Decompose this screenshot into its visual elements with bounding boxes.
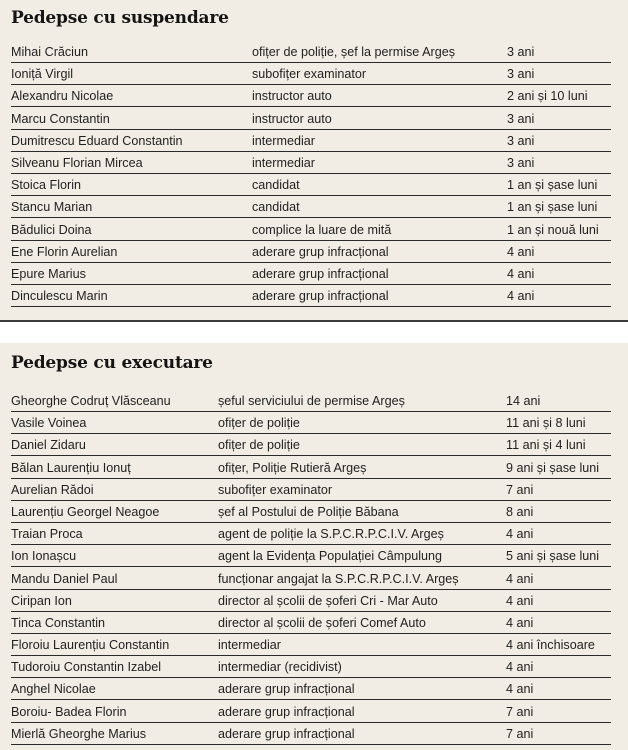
executed-sentences-table <box>11 391 611 746</box>
person-role: aderare grup infracțional <box>218 704 355 719</box>
table-row <box>11 42 611 63</box>
person-name: Mandu Daniel Paul <box>11 571 118 586</box>
suspended-sentences-panel <box>0 0 628 320</box>
sentence-duration: 14 ani <box>506 394 541 408</box>
person-role: intermediar <box>252 133 315 148</box>
person-name: Ion Ionașcu <box>11 549 77 564</box>
section-divider <box>0 320 628 343</box>
person-role: director al școlii de șoferi Cri - Mar Auto <box>218 593 438 608</box>
person-role: intermediar <box>218 638 281 653</box>
person-role: ofițer de poliție <box>218 438 300 453</box>
sentence-duration: 4 ani închisoare <box>506 638 595 653</box>
person-role: instructor auto <box>252 111 332 126</box>
sentence-duration: 7 ani <box>506 704 534 719</box>
table-row <box>11 109 611 130</box>
table-row <box>11 635 611 656</box>
sentence-duration: 2 ani și 10 luni <box>507 89 588 104</box>
person-role: agent de poliție la S.P.C.R.P.C.I.V. Argeș <box>218 527 444 542</box>
sentence-duration: 1 an și șase luni <box>507 178 598 193</box>
table-row <box>11 242 611 263</box>
person-role: aderare grup infracțional <box>218 726 355 741</box>
table-row <box>11 613 611 634</box>
table-row <box>11 502 611 523</box>
sentence-duration: 4 ani <box>506 527 534 542</box>
table-row <box>11 175 611 196</box>
person-name: Traian Proca <box>11 527 83 542</box>
person-name: Ene Florin Aurelian <box>11 244 118 259</box>
person-role: ofițer de poliție <box>218 416 300 431</box>
table-row <box>11 391 611 412</box>
person-name: Bădulici Doina <box>11 222 92 237</box>
person-name: Epure Marius <box>11 266 86 281</box>
sentence-duration: 3 ani <box>507 133 535 148</box>
person-name: Gheorghe Codruț Vlăsceanu <box>11 394 171 408</box>
person-role: aderare grup infracțional <box>218 682 355 697</box>
person-name: Floroiu Laurențiu Constantin <box>11 638 170 653</box>
person-name: Stancu Marian <box>11 200 93 215</box>
person-role: agent la Evidența Populației Câmpulung <box>218 549 443 564</box>
person-name: Mierlă Gheorghe Marius <box>11 726 147 741</box>
sentence-duration: 4 ani <box>506 682 534 697</box>
person-role: intermediar (recidivist) <box>218 660 342 675</box>
sentence-duration: 11 ani și 4 luni <box>506 438 586 453</box>
suspended-sentences-table <box>11 42 611 308</box>
person-name: Tinca Constantin <box>11 615 106 630</box>
person-role: ofițer, Poliție Rutieră Argeș <box>218 460 367 475</box>
sentence-duration: 4 ani <box>507 289 535 304</box>
table-row <box>11 458 611 479</box>
person-name: Ioniță Virgil <box>11 67 74 82</box>
sentence-duration: 4 ani <box>507 266 535 281</box>
table-row <box>11 286 611 307</box>
sentence-duration: 4 ani <box>506 593 534 608</box>
person-role: ofițer de poliție, șef la permise Argeș <box>252 45 456 59</box>
person-name: Stoica Florin <box>11 178 81 193</box>
person-name: Mihai Crăciun <box>11 45 88 59</box>
person-name: Tudoroiu Constantin Izabel <box>11 660 162 675</box>
sentence-duration: 9 ani și șase luni <box>506 460 600 475</box>
table-row <box>11 64 611 85</box>
sentence-duration: 7 ani <box>506 726 534 741</box>
person-role: instructor auto <box>252 89 332 104</box>
table-row <box>11 679 611 700</box>
table-row <box>11 569 611 590</box>
table-row <box>11 153 611 174</box>
person-name: Bălan Laurențiu Ionuț <box>11 460 131 475</box>
person-name: Laurențiu Georgel Neagoe <box>11 504 160 519</box>
person-role: director al școlii de șoferi Comef Auto <box>218 615 426 630</box>
section-title: Pedepse cu suspendare <box>11 8 229 28</box>
sentence-duration: 4 ani <box>507 244 535 259</box>
person-role: șeful serviciului de permise Argeș <box>218 394 405 408</box>
table-row <box>11 197 611 218</box>
sentence-duration: 7 ani <box>506 482 534 497</box>
person-role: aderare grup infracțional <box>252 266 389 281</box>
person-name: Silveanu Florian Mircea <box>11 155 143 170</box>
sentence-duration: 3 ani <box>507 155 535 170</box>
table-row <box>11 131 611 152</box>
person-role: candidat <box>252 200 300 215</box>
sentence-duration: 4 ani <box>506 571 534 586</box>
person-role: aderare grup infracțional <box>252 289 389 304</box>
person-name: Ciripan Ion <box>11 593 72 608</box>
table-row <box>11 546 611 567</box>
table-row <box>11 264 611 285</box>
person-name: Alexandru Nicolae <box>11 89 114 104</box>
table-row <box>11 413 611 434</box>
table-row <box>11 591 611 612</box>
person-role: subofițer examinator <box>252 67 367 82</box>
person-name: Dumitrescu Eduard Constantin <box>11 133 183 148</box>
sentence-duration: 1 an și nouă luni <box>507 222 599 237</box>
person-role: complice la luare de mită <box>252 222 392 237</box>
person-role: funcționar angajat la S.P.C.R.P.C.I.V. Argeș <box>218 571 459 586</box>
person-role: subofițer examinator <box>218 482 333 497</box>
person-name: Boroiu- Badea Florin <box>11 704 127 719</box>
person-role: candidat <box>252 178 300 193</box>
sentence-duration: 4 ani <box>506 660 534 675</box>
executed-sentences-panel <box>0 343 628 750</box>
person-role: aderare grup infracțional <box>252 244 389 259</box>
table-row <box>11 480 611 501</box>
sentence-duration: 3 ani <box>507 45 535 59</box>
sentence-duration: 8 ani <box>506 504 534 519</box>
person-name: Daniel Zidaru <box>11 438 86 453</box>
person-name: Anghel Nicolae <box>11 682 96 697</box>
sentence-duration: 11 ani și 8 luni <box>506 416 586 431</box>
sentence-duration: 1 an și șase luni <box>507 200 598 215</box>
table-row <box>11 724 611 745</box>
person-name: Aurelian Rădoi <box>11 482 94 497</box>
person-role: șef al Postului de Poliție Băbana <box>218 504 399 519</box>
table-row <box>11 220 611 241</box>
sentence-duration: 4 ani <box>506 615 534 630</box>
person-role: intermediar <box>252 155 315 170</box>
sentence-duration: 3 ani <box>507 67 535 82</box>
table-row <box>11 524 611 545</box>
table-row <box>11 702 611 723</box>
table-row <box>11 86 611 107</box>
table-row <box>11 435 611 456</box>
table-row <box>11 657 611 678</box>
person-name: Dinculescu Marin <box>11 289 108 304</box>
person-name: Vasile Voinea <box>11 416 87 431</box>
sentence-duration: 3 ani <box>507 111 535 126</box>
person-name: Marcu Constantin <box>11 111 110 126</box>
sentence-duration: 5 ani și șase luni <box>506 549 600 564</box>
section-title: Pedepse cu executare <box>11 353 213 373</box>
